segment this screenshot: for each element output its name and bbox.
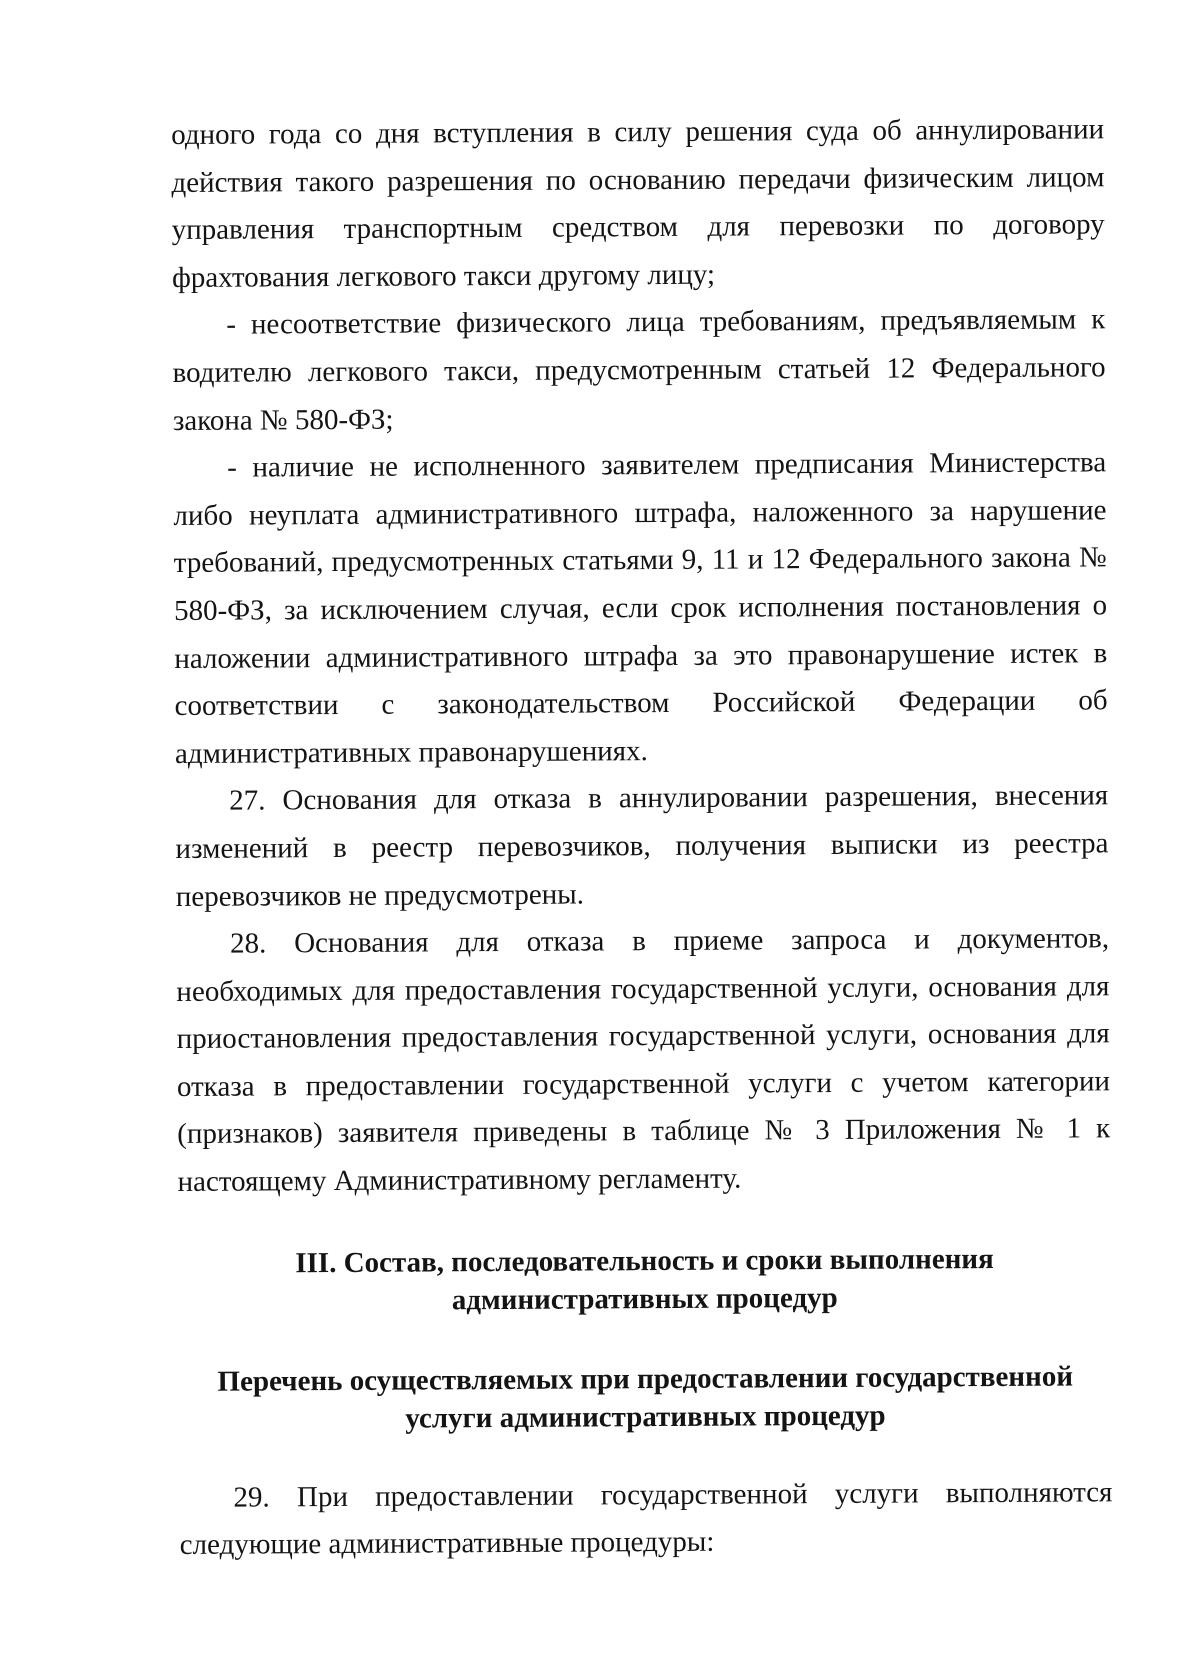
paragraph-29: 29. При предоставлении государственной услуги выполняются следующие административные процедуры:	[179, 1475, 1113, 1562]
paragraph-28: 28. Основания для отказа в приеме запроса и документов, необходимых для предоставления государственной услуги, основания для приостановления предоставления государственной услуги, основания для отказа в предоставлении государственной услуги с учетом категории (признаков) заявителя приведены в таблице № 3 Приложения № 1 к настоящему Административному регламенту.	[176, 922, 1111, 1199]
section-heading	[178, 1239, 1111, 1321]
paragraph-unfulfilled-order: - наличие не исполненного заявителем предписания Министерства либо неуплата административного штрафа, наложенного за нарушение требований, предусмотренных статьями 9, 11 и 12 Федерального закона № 580-ФЗ, за исключением случая, если срок исполнения постановления о наложении административного штрафа за это правонарушение истек в соответствии с законодательством Российской Федерации об административных правонарушениях.	[173, 446, 1108, 770]
subsection-heading-line-1: Перечень осуществляемых при предоставлении государственной	[217, 1360, 1074, 1398]
section-heading-line-2: административных процедур	[451, 1281, 838, 1316]
paragraph-nonconformity: - несоответствие физического лица требованиям, предъявляемым к водителю легкового такси, предусмотренным статьей 12 Федерального закона № 580-ФЗ;	[172, 303, 1106, 437]
section-heading-line-1: III. Состав, последовательность и сроки выполнения	[295, 1242, 994, 1279]
paragraph-continuation: одного года со дня вступления в силу решения суда об аннулировании действия такого разрешения по основанию передачи физическим лицом управления транспортным средством для перевозки по договору фрахтования легкового такси другому лицу;	[171, 113, 1105, 294]
document-body	[171, 106, 1113, 1570]
subsection-heading-line-2: услуги административных процедур	[405, 1399, 886, 1435]
subsection-heading	[179, 1357, 1112, 1439]
paragraph-27: 27. Основания для отказа в аннулировании разрешения, внесения изменений в реестр перевозчиков, получения выписки из реестра перевозчиков не предусмотрены.	[175, 779, 1109, 913]
